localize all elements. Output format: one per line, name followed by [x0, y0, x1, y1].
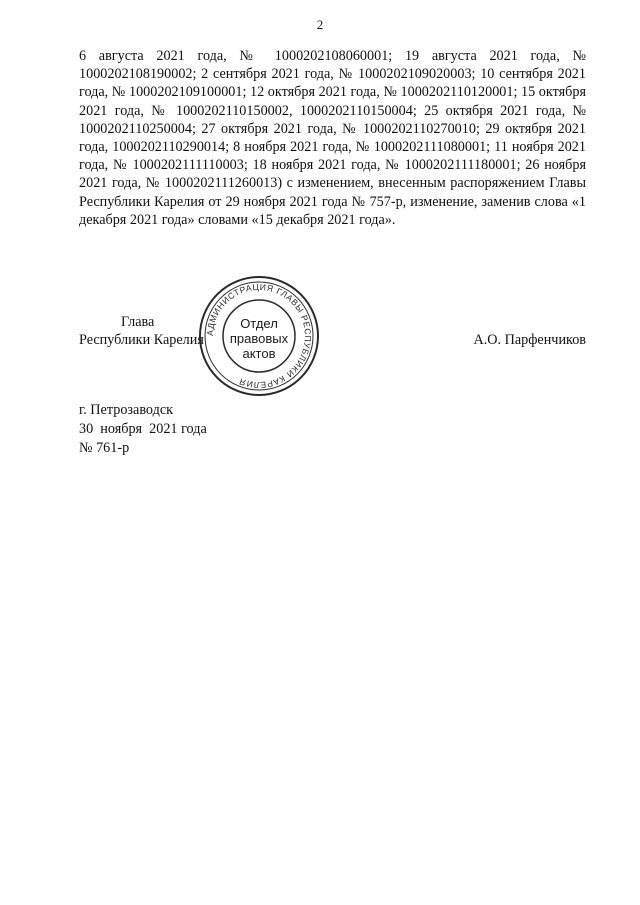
footer-date: 30 ноября 2021 года	[79, 421, 207, 437]
signatory-title-line1: Глава	[121, 314, 155, 330]
stamp-seal-icon	[197, 274, 321, 398]
stamp-center-line2: правовых	[229, 331, 289, 346]
footer-city: г. Петрозаводск	[79, 402, 174, 418]
stamp-center-line1: Отдел	[240, 316, 278, 331]
legal-department-stamp	[197, 274, 321, 398]
stamp-center-line3: актов	[242, 346, 276, 361]
body-paragraph: 6 августа 2021 года, № 1000202108060001; 19 августа 2021 года, № 1000202108190002; 2 сентября 2021 года, № 1000202109020003; 10 сентября 2021 года, № 1000202109100001; 12 октября 2021 года, № 1000202110120001; 15 октября 2021 года, № 1000202110150002, 1000202110150004; 25 октября 2021 года, № 1000202110250004; 27 октября 2021 года, № 1000202110270010; 29 октября 2021 года, 1000202110290014; 8 ноября 2021 года, № 1000202111080001; 11 ноября 2021 года, № 1000202111110003; 18 ноября 2021 года, № 1000202111180001; 26 ноября 2021 года, № 1000202111260013) с изменением, внесенным распоряжением Главы Республики Карелия от 29 ноября 2021 года № 757-р, изменение, заменив слова «1 декабря 2021 года» словами «15 декабря 2021 года».	[79, 48, 586, 228]
document-footer	[79, 401, 207, 458]
signature-block	[0, 281, 640, 400]
signatory-name: А.О. Парфенчиков	[473, 332, 586, 348]
page-number: 2	[316, 17, 324, 32]
signatory-title-line2: Республики Карелия	[79, 332, 204, 348]
stamp-ring-text: АДМИНИСТРАЦИЯ ГЛАВЫ РЕСПУБЛИКИ КАРЕЛИЯ	[204, 281, 314, 391]
footer-document-number: № 761-р	[79, 440, 130, 456]
